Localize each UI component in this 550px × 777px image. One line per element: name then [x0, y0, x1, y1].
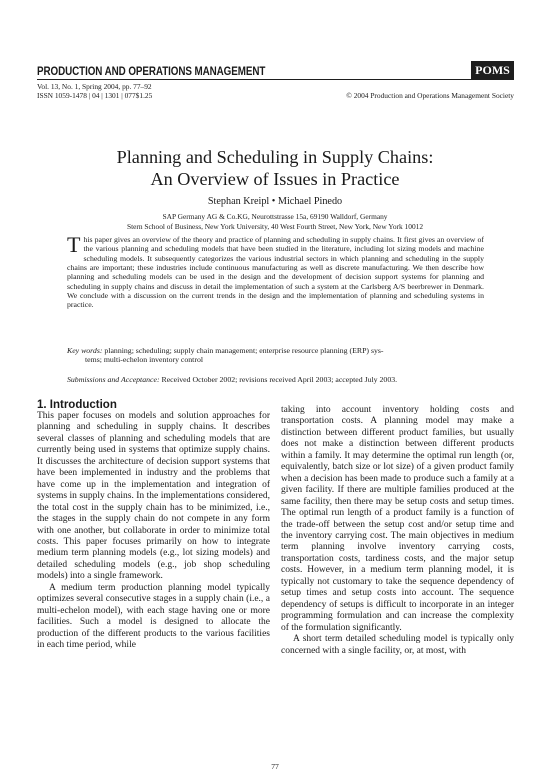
- right-paragraph-2: A short term detailed scheduling model is typically only concerned with a single facility, or, at most, with: [281, 634, 514, 656]
- submissions-text: Received October 2002; revisions received April 2003; accepted July 2003.: [161, 375, 398, 384]
- submission-dates: [67, 375, 484, 384]
- poms-logo-badge: POMS: [471, 61, 514, 79]
- left-paragraph-2: A medium term production planning model typically optimizes several consecutive stages in a supply chain (i.e., a multi-echelon model), with each stage having one or more facilities. Such a model is designed to allocate the production of the different products to the various facilities in each time period, while: [37, 582, 270, 651]
- left-column: [37, 411, 270, 652]
- issn-info: ISSN 1059-1478 | 04 | 1301 | 077$1.25: [37, 91, 153, 100]
- submissions-label: Submissions and Acceptance:: [67, 375, 160, 384]
- right-paragraph-1: taking into account inventory holding costs and transportation costs. A planning model may make a distinction between different product families, but usually does not make a distinction between different products within a family. It may determine the optimal run length (or, equivalently, batch size or lot size) of a given product family when a decision has been made to produce such a family at a given facility. If there are multiple families produced at the same facility, then there may be setup costs and setup times. The optimal run length of a product family is a function of the trade-off between the setup cost and/or setup time and the inventory carrying cost. The main objectives in medium term planning involve inventory carrying costs, transportation costs, tardiness costs, and the major setup costs. However, in a medium term planning model, it is typically not customary to take the sequence dependency of setup times and setup costs into account. The sequence dependency of setups is difficult to incorporate in an integer programming formulation and can increase the complexity of the formulation significantly.: [281, 405, 514, 633]
- volume-info: Vol. 13, No. 1, Spring 2004, pp. 77–92: [37, 82, 152, 91]
- title-line-2: An Overview of Issues in Practice: [150, 169, 400, 189]
- journal-name: PRODUCTION AND OPERATIONS MANAGEMENT: [37, 64, 266, 78]
- right-column: [281, 405, 514, 657]
- abstract: [67, 232, 484, 310]
- affiliation-sap: SAP Germany AG & Co.KG, Neurottstrasse 15a, 69190 Walldorf, Germany: [162, 212, 388, 221]
- copyright-notice: © 2004 Production and Operations Management Society: [346, 91, 514, 100]
- affiliation-nyu: Stern School of Business, New York University, 40 West Fourth Street, New York, New York 10012: [126, 222, 424, 231]
- paper-title: [0, 146, 550, 190]
- abstract-dropcap: T: [67, 232, 81, 257]
- authors: Stephan Kreipl • Michael Pinedo: [207, 196, 343, 207]
- left-paragraph-1: This paper focuses on models and solution approaches for planning and scheduling in supply chains. It describes several classes of planning and scheduling models that are currently being used in systems that optimize supply chains. It discusses the architecture of decision support systems that have been implemented in industry and the problems that have come up in the implementation and integration of systems in supply chains. In the implementations considered, the total cost in the supply chain has to be minimized, i.e., the stages in the supply chain do not compete in any form with one another, but collaborate in order to minimize total costs. This paper focuses primarily on how to integrate medium term planning models (e.g., lot sizing models) and detailed scheduling models (e.g., job shop scheduling models) into a single framework.: [37, 411, 270, 582]
- keywords-line-2: tems; multi-echelon inventory control: [85, 355, 204, 365]
- header-rule: [37, 79, 514, 80]
- page-number: 77: [271, 762, 279, 771]
- keywords-label: Key words:: [67, 346, 103, 355]
- abstract-text: his paper gives an overview of the theory and practice of planning and scheduling in supply chains. It first gives an overview of the various planning and scheduling models that have been studied in the literature, including lot sizing models and machine scheduling models. It subsequently categorizes the various industrial sectors in which planning and scheduling in the supply chains are important; these industries include continuous manufacturing as well as discrete manufacturing. We then describe how planning and scheduling models can be used in the design and the development of decision support systems for planning and scheduling in supply chains and discuss in detail the implementation of such a system at the Carlsberg A/S beerbrewer in Denmark. We conclude with a discussion on the current trends in the design and the implementation of planning and scheduling systems in practice.: [67, 235, 484, 310]
- keywords: [67, 346, 484, 365]
- title-line-1: Planning and Scheduling in Supply Chains:: [116, 147, 434, 167]
- keywords-line-1: planning; scheduling; supply chain management; enterprise resource planning (ERP) sys-: [104, 346, 384, 355]
- section-heading-introduction: 1. Introduction: [37, 399, 117, 411]
